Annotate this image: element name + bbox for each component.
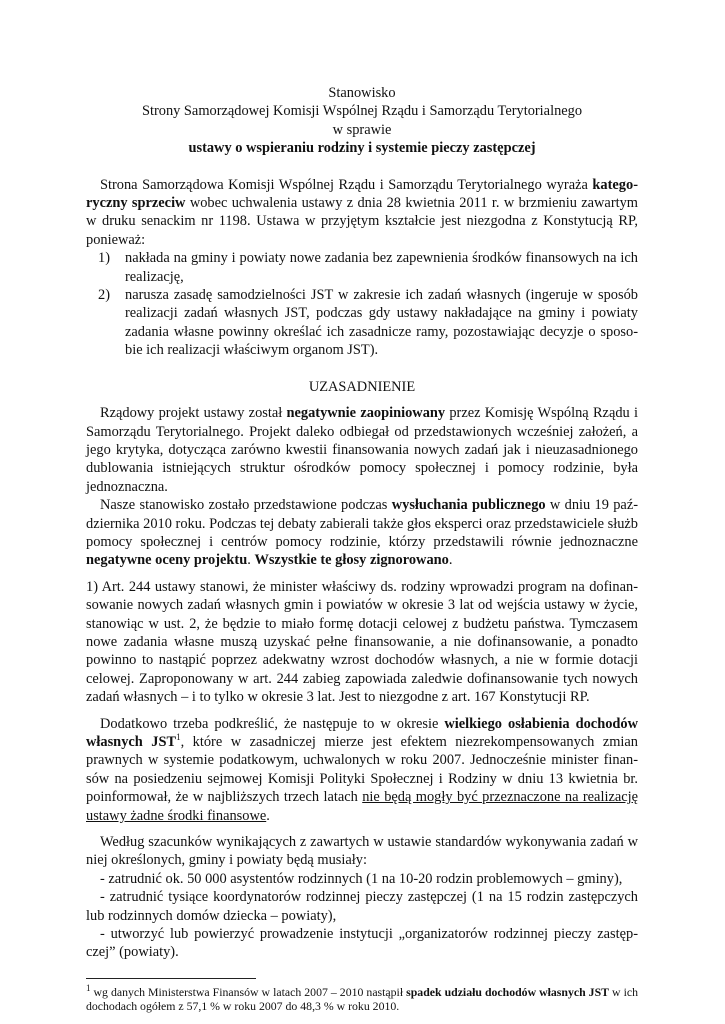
reason-item [86, 249, 638, 286]
reason-text: narusza zasadę samodzielności JST w zakresie ich zadań własnych (ingeruje w sposób realizacji zadań własnych JST, podczas gdy ustawy nakładające na gminy i powiaty zadania własne powinny określać ich zasadnicze ramy, pozostawiając decyzje o sposobie ich realizacji właściwym organom JST). [125, 287, 638, 359]
reason-number: 2) [98, 287, 110, 304]
reason-number: 1) [98, 250, 110, 267]
header-issuer: Strony Samorządowej Komisji Wspólnej Rządu i Samorządu Terytorialnego [141, 103, 583, 120]
header-subject: ustawy o wspieraniu rodziny i systemie pieczy zastępczej [188, 140, 536, 157]
reason-item [86, 286, 638, 360]
footnote-text-2: w ich dochodach ogółem z 57,1 % w roku 2007 do 48,3 % w roku 2010. [86, 984, 638, 1014]
footnote-number: 1 [86, 982, 91, 993]
para4-text-2: , które w zasadniczej mierze jest efektem niezrekompensowanych zmian prawnych w systemie podatkowym, uchwalonych w roku 2007. Jednocześnie minister finansów na posiedzeniu sejmowej Komisji Polityki Społecznej i Rodziny w dniu 13 kwietnia br. poinformował, że w najbliższych trzech latach [86, 734, 638, 806]
para4-bold: wielkiego osłabienia dochodów własnych JST [86, 715, 638, 750]
para2-text-1: Nasze stanowisko zostało przedstawione podczas [100, 497, 392, 514]
para4-underlined: nie będą mogły być przeznaczone na realizację ustawy żadne środki finansowe [86, 789, 638, 824]
intro-text-1: Strona Samorządowa Komisji Wspólnej Rządu i Samorządu Terytorialnego wyraża [100, 176, 593, 193]
para1-text-2: przez Komisję Wspólną Rządu i Samorządu Terytorialnego. Projekt daleko odbiegał od przedstawionych wcześniej założeń, a jego krytyka, dotycząca zarówno kwestii finansowania nowych zadań jak i nieuzasadnionego dublowania istniejących struktur ośrodków pomocy społecznej i pomocy rodzinie, była jednoznaczna. [86, 405, 638, 495]
footnote-reference[interactable]: 1 [176, 732, 181, 743]
paragraph-estimates [86, 833, 638, 962]
paragraph-opinion [86, 404, 638, 496]
reasons-list [86, 249, 638, 359]
para2-text-3: . [247, 552, 255, 569]
footnote-bold: spadek udziału dochodów własnych JST [406, 984, 610, 999]
para2-text-2: w dniu 19 października 2010 roku. Podczas tej debaty zabierali także głos eksperci oraz przedstawiciele służb pomocy społecznej i centrów pomocy rodzinie, którzy przedstawili równie jednoznaczne [86, 497, 638, 550]
justification-heading: UZASADNIENIE [308, 378, 416, 395]
header-title: Stanowisko [328, 85, 396, 101]
para2-bold-3: Wszystkie te głosy zignorowano [254, 552, 449, 569]
paragraph-income-weakening [86, 715, 638, 825]
para2-bold-2: negatywne oceny projektu [86, 552, 248, 569]
paragraph-article-244: 1) Art. 244 ustawy stanowi, że minister właściwy ds. rodziny wprowadzi program na dofinansowanie nowych zadań własnych gmin i powiatów w okresie 3 lat od wejścia ustawy w życie, stanowiąc w ust. 2, że będzie to miało formę dotacji celowej z budżetu państwa. Tymczasem nowe zadania własne muszą uzyskać pełne finansowanie, a nie dofinansowanie, a ponadto powinno to nastąpić poprzez adekwatny wzrost dochodów własnych, a nie w formie dotacji celowej. Zaproponowany w art. 244 zabieg zapowiada zaledwie dofinansowanie tych nowych zadań własnych – i to tylko w okresie 3 lat. Jest to niezgodne z art. 167 Konstytucji RP. [86, 578, 638, 706]
estimates-intro: Według szacunków wynikających z zawartych w ustawie standardów wykonywania zadań w niej określonych, gminy i powiaty będą musiały: [86, 834, 638, 869]
estimate-item: - utworzyć lub powierzyć prowadzenie instytucji „organizatorów rodzinnej pieczy zastępczej” (powiaty). [86, 926, 638, 961]
para4-text-3: . [266, 807, 270, 824]
estimate-item: - zatrudnić tysiące koordynatorów rodzinnej pieczy zastępczej (1 na 15 rodzin zastępczych lub rodzinnych domów dziecka – powiaty), [86, 889, 638, 924]
para2-bold-1: wysłuchania publicznego [391, 497, 546, 514]
document-page [86, 84, 638, 1014]
paragraph-hearing [86, 496, 638, 570]
footnote-text-1: wg danych Ministerstwa Finansów w latach 2007 – 2010 nastąpił [90, 984, 407, 999]
footnote-divider [86, 978, 256, 979]
estimate-item: - zatrudnić ok. 50 000 asystentów rodzinnych (1 na 10-20 rodzin problemowych – gminy), [100, 870, 623, 887]
intro-text-2: wobec uchwalenia ustawy z dnia 28 kwietnia 2011 r. w brzmieniu zawartym w druku senackim nr 1198. Ustawa w przyjętym kształcie jest niezgodna z Konstytucją RP, ponieważ: [86, 195, 638, 248]
reason-text: nakłada na gminy i powiaty nowe zadania bez zapewnienia środków finansowych na ich realizację, [125, 250, 638, 285]
para1-text-1: Rządowy projekt ustawy został [100, 405, 287, 422]
document-header [86, 84, 638, 158]
para2-text-4: . [448, 552, 453, 569]
footnote [86, 982, 638, 1014]
para4-text-1: Dodatkowo trzeba podkreślić, że następuje to w okresie [100, 715, 445, 732]
intro-bold: kategoryczny sprzeciw [86, 176, 638, 212]
para1-bold: negatywnie zaopiniowany [286, 405, 446, 422]
header-regarding: w sprawie [332, 121, 392, 138]
intro-paragraph [86, 176, 638, 250]
